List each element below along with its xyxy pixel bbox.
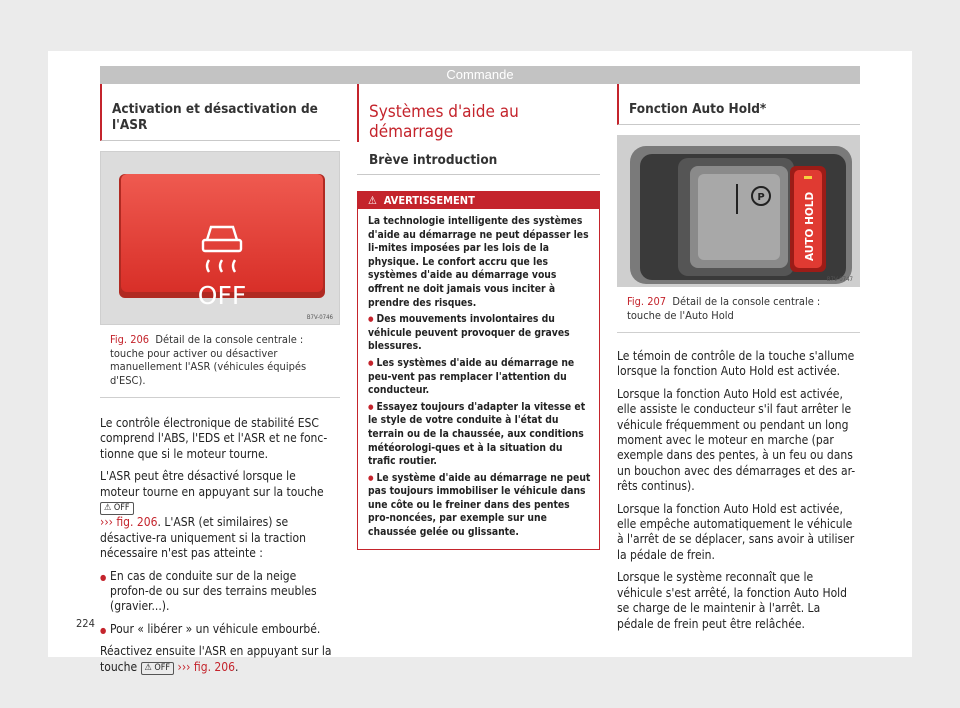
figure-code: B7V-0746 (306, 314, 333, 321)
column-start-assist (357, 84, 600, 550)
paragraph: Le contrôle électronique de stabilité ESC comprend l'ABS, l'EDS et l'ASR et ne fonc-tionne que si le moteur tourne. (100, 416, 328, 461)
figure-code: B7V-0747 (826, 276, 853, 283)
auto-hold-label: AUTO HOLD (804, 191, 816, 261)
column-auto-hold (617, 84, 860, 639)
warning-item: ● Les systèmes d'aide au démarrage ne peu-vent pas remplacer l'attention du conducteur. (368, 356, 575, 397)
warning-item: ● Essayez toujours d'adapter la vitesse et le style de votre conduite à l'état du terrain ou de la chaussée, aux conditions météorologi-ques et à la situation du trafic routier. (368, 400, 586, 468)
warning-header: ⚠ AVERTISSEMENT (358, 192, 599, 209)
figure-reference-link[interactable]: ››› fig. 206 (100, 515, 158, 530)
heading-start-assist: Systèmes d'aide au démarrage (357, 84, 600, 142)
page-number: 224 (76, 617, 95, 630)
paragraph: L'ASR peut être désactivé lorsque le moteur tourne en appuyant sur la touche ⚠ OFF ››› fig. 206. L'ASR (et similaires) se désactive-ra uniquement si la traction nécessaire n'est pas atteinte : (100, 469, 324, 561)
asr-off-label: OFF (197, 281, 247, 310)
paragraph: Lorsque la fonction Auto Hold est activée, elle empêche automatiquement le véhicule à l'arrêt de se déplacer, sans avoir à utiliser la pédale de frein. (617, 501, 855, 562)
auto-hold-illustration (618, 136, 860, 286)
off-key: ⚠ OFF (141, 662, 175, 675)
warning-item: ● Le système d'aide au démarrage ne peut pas toujours immobiliser le véhicule dans une côte ou le freiner dans des pentes pro-noncées, par exemple sur une chaussée gelée ou glissante. (368, 471, 591, 539)
figure-caption (617, 287, 860, 333)
figure-number: Fig. 206 (110, 333, 150, 346)
heading-asr: Activation et désactivation de l'ASR (100, 84, 340, 141)
figure-asr (100, 151, 340, 325)
paragraph: Le témoin de contrôle de la touche s'allume lorsque la fonction Auto Hold est activée. (617, 349, 855, 379)
figure-reference-link[interactable]: ››› fig. 206 (177, 659, 236, 674)
caption-text: Détail de la console centrale : touche de l'Auto Hold (627, 295, 821, 322)
figure-caption (100, 325, 340, 398)
warning-item: ● Des mouvements involontaires du véhicule peuvent provoquer de graves blessures. (368, 313, 570, 353)
paragraph: Lorsque la fonction Auto Hold est activée, elle assiste le conducteur s'il faut arrêter le véhicule fréquemment ou pendant un long moment avec le moteur en marche (par exemple dans des pentes, à un feu ou dans un bouchon avec des démarrages et des ar-rêts continus). (617, 386, 856, 494)
paragraph: Réactivez ensuite l'ASR en appuyant sur la touche ⚠ OFF ››› fig. 206. (100, 644, 332, 674)
svg-text:P: P (757, 192, 765, 203)
caption-text: Détail de la console centrale : touche pour activer ou désactiver manuellement l'ASR (véhicules équipés d'ESC). (110, 333, 307, 387)
warning-box (357, 191, 600, 550)
asr-button-illustration (101, 152, 340, 324)
subheading-intro: Brève introduction (357, 142, 600, 175)
list-item: ● En cas de conduite sur de la neige profon-de ou sur des terrains meubles (gravier...). (100, 569, 336, 615)
warning-icon: ⚠ (368, 194, 377, 207)
warning-text: La technologie intelligente des systèmes d'aide au démarrage ne peut dépasser les li-mites imposées par les lois de la physique. Le confort accru que les systèmes d'aide au démarrage vous offrent ne doit jamais vous inciter à prendre des risques. (368, 215, 589, 309)
figure-number: Fig. 207 (627, 295, 667, 308)
heading-auto-hold: Fonction Auto Hold* (617, 84, 860, 125)
off-key: ⚠ OFF (100, 502, 134, 515)
figure-auto-hold (617, 135, 860, 287)
list-item: ● Pour « libérer » un véhicule embourbé. (100, 622, 336, 637)
paragraph: Lorsque le système reconnaît que le véhicule s'est arrêté, la fonction Auto Hold se charge de le maintenir à l'arrêt. La pédale de frein peut être relâchée. (617, 570, 848, 631)
column-asr (100, 84, 340, 682)
section-header: Commande (100, 66, 860, 84)
